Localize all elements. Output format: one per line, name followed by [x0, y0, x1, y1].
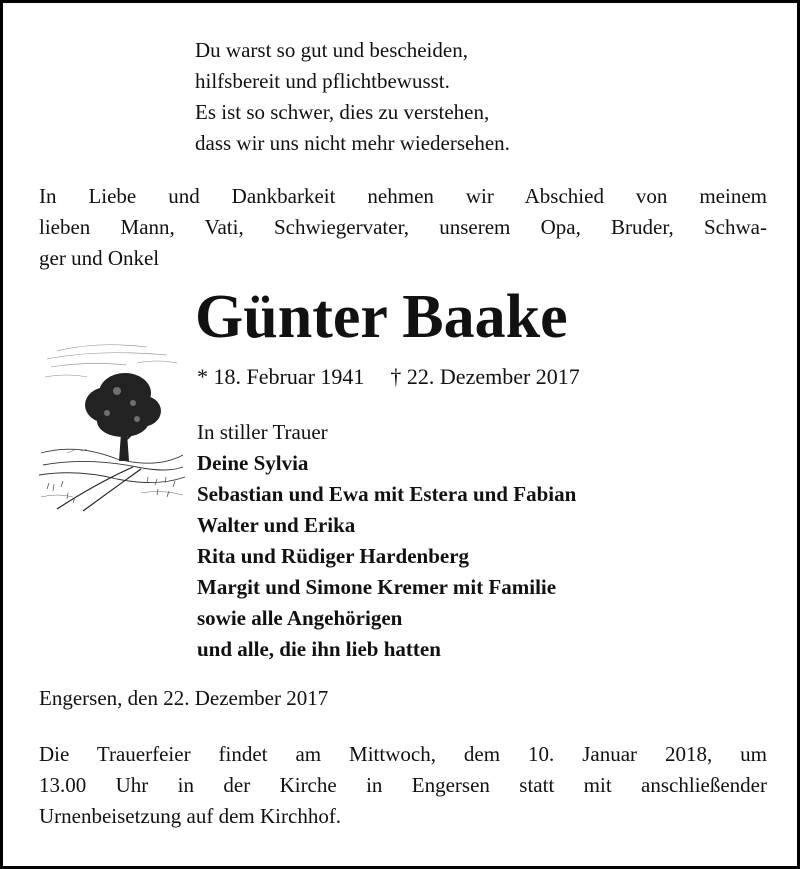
- poem-line: dass wir uns nicht mehr wiedersehen.: [195, 131, 510, 155]
- mourner-line: Rita und Rüdiger Hardenberg: [197, 544, 470, 568]
- poem-line: hilfsbereit und pflichtbewusst.: [195, 69, 450, 93]
- mourner-line: und alle, die ihn lieb hatten: [197, 637, 441, 661]
- place-and-date: Engersen, den 22. Dezember 2017: [39, 686, 329, 710]
- poem-line: Es ist so schwer, dies zu verstehen,: [195, 100, 490, 124]
- mourner-line: Deine Sylvia: [197, 451, 309, 475]
- mourner-line: Margit und Simone Kremer mit Familie: [197, 575, 557, 599]
- service-line: Die Trauerfeier findet am Mittwoch, dem 10. Januar 2018, um: [39, 742, 767, 766]
- deceased-name: Günter Baake: [195, 283, 568, 351]
- mourner-line: Walter und Erika: [197, 513, 356, 537]
- poem: [195, 35, 510, 159]
- life-dates: [197, 362, 580, 392]
- death-date: † 22. Dezember 2017: [390, 364, 580, 389]
- farewell-text: [39, 181, 767, 274]
- farewell-line: lieben Mann, Vati, Schwiegervater, unserem Opa, Bruder, Schwa-: [39, 215, 767, 239]
- mourners-block: [197, 417, 576, 665]
- farewell-line: ger und Onkel: [39, 246, 160, 270]
- funeral-service-info: [39, 739, 767, 832]
- service-line: 13.00 Uhr in der Kirche in Engersen statt mit anschließender: [39, 773, 767, 797]
- mourner-line: Sebastian und Ewa mit Estera und Fabian: [197, 482, 577, 506]
- mourning-intro: In stiller Trauer: [197, 420, 328, 444]
- service-line: Urnenbeisetzung auf dem Kirchhof.: [39, 804, 342, 828]
- farewell-line: In Liebe und Dankbarkeit nehmen wir Abschied von meinem: [39, 184, 767, 208]
- tree-landscape-icon: [37, 333, 187, 513]
- mourner-line: sowie alle Angehörigen: [197, 606, 403, 630]
- birth-date: * 18. Februar 1941: [197, 364, 365, 389]
- poem-line: Du warst so gut und bescheiden,: [195, 38, 468, 62]
